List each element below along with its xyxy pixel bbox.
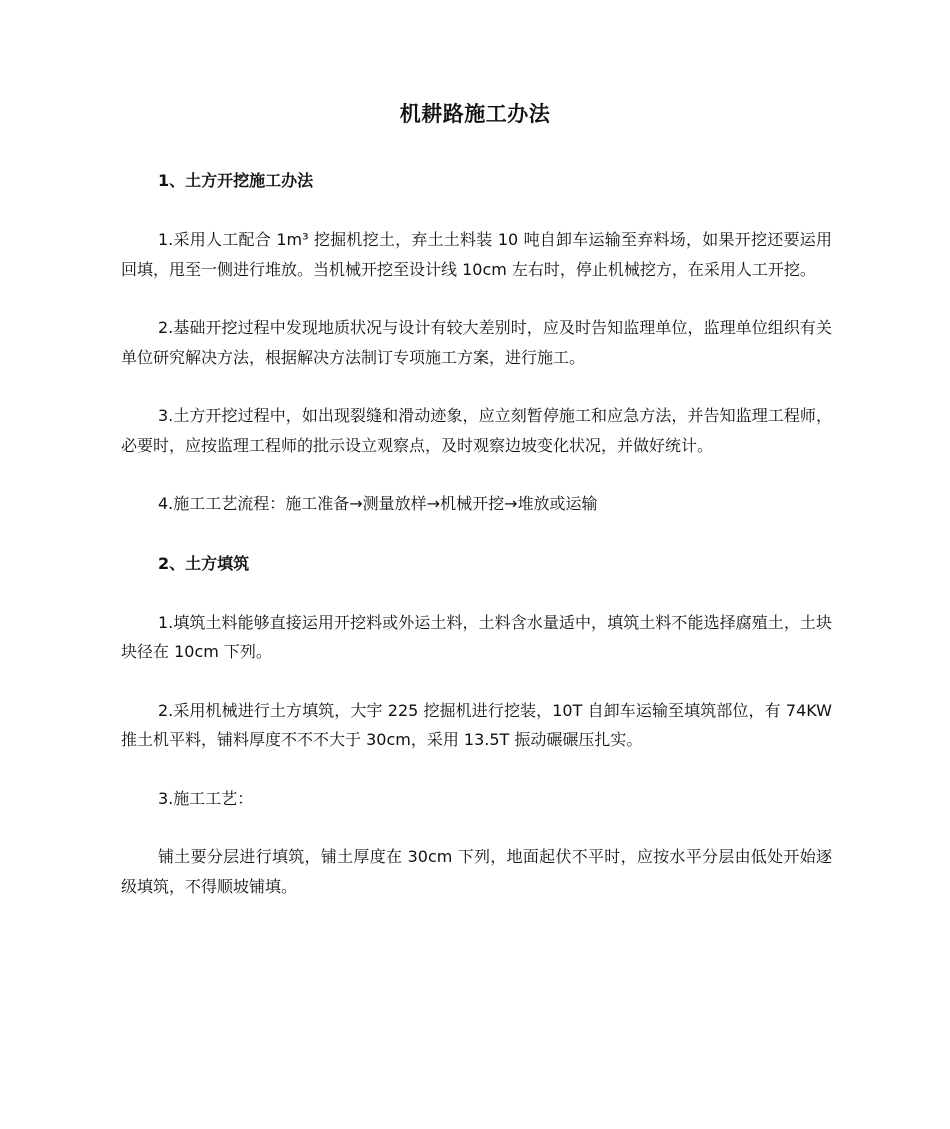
section-1-paragraph-2: 2.基础开挖过程中发现地质状况与设计有较大差别时，应及时告知监理单位，监理单位组织有关单位研究解决方法，根据解决方法制订专项施工方案，进行施工。 (121, 318, 832, 367)
section-2-paragraph-3: 3.施工工艺： (158, 788, 254, 808)
section-2-paragraph-1: 1.填筑土料能够直接运用开挖料或外运土料，土料含水量适中，填筑土料不能选择腐殖土，土块块径在 10cm 下列。 (121, 612, 832, 661)
section-2-heading: 2、土方填筑 (158, 553, 250, 573)
section-2-paragraph-4: 铺土要分层进行填筑，铺土厚度在 30cm 下列，地面起伏不平时，应按水平分层由低处开始逐级填筑，不得顺坡铺填。 (121, 847, 832, 896)
section-1-paragraph-1: 1.采用人工配合 1m³ 挖掘机挖土，弃土土料装 10 吨自卸车运输至弃料场，如果开挖还要运用回填，甩至一侧进行堆放。当机械开挖至设计线 10cm 左右时，停止机械挖方，在采用人工开挖。 (121, 230, 832, 279)
section-1-paragraph-4: 4.施工工艺流程：施工准备→测量放样→机械开挖→堆放或运输 (158, 494, 598, 513)
document-title: 机耕路施工办法 (399, 102, 551, 126)
document-body (121, 165, 832, 901)
section-1-paragraph-3: 3.土方开挖过程中，如出现裂缝和滑动迹象，应立刻暂停施工和应急方法，并告知监理工程师，必要时，应按监理工程师的批示设立观察点，及时观察边坡变化状况，并做好统计。 (121, 406, 832, 455)
section-1-heading: 1、土方开挖施工办法 (158, 171, 314, 190)
section-2-paragraph-2: 2.采用机械进行土方填筑，大宇 225 挖掘机进行挖装，10T 自卸车运输至填筑部位，有 74KW 推土机平料，铺料厚度不不不大于 30cm，采用 13.5T 振动碾碾压扎实。 (121, 700, 832, 749)
